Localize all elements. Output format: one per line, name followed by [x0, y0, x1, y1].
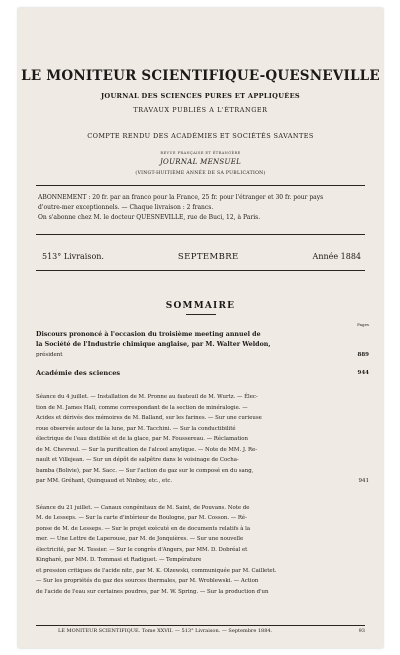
toc-line: mer. — Une Lettre de Laperouse, par M. de Jonquières. — Sur une nouvelle	[36, 536, 244, 542]
toc-line: M. de Lesseps. — Sur la carte d'intérieur de Boulogne, par M. Cosson. — Ré-	[36, 515, 247, 521]
journal-subtitle: JOURNAL DES SCIENCES PURES ET APPLIQUÉES	[100, 92, 300, 100]
issue-year: Année 1884	[312, 252, 361, 261]
pages-column-label: Pages	[357, 322, 369, 327]
table-of-contents	[36, 330, 369, 597]
toc-entry	[36, 392, 369, 487]
toc-line: Séance du 21 juillet. — Canaux congénitaux de M. Saint, de Pouvans. Note de	[36, 504, 250, 511]
toc-line: la Société de l'Industrie chimique anglaise, par M. Walter Weldon,	[36, 341, 271, 348]
sommaire-heading: SOMMAIRE	[165, 301, 236, 311]
header-divider	[36, 185, 365, 186]
toc-line: de l'acide de l'eau sur certaines poudres, par M. W. Spring. — Sur la production d'un	[36, 588, 269, 595]
sommaire-underline	[186, 314, 216, 315]
toc-entry	[36, 368, 369, 378]
toc-line: et pression critiques de l'acide nitr., par M. K. Olzewski, communiquée par M. Cailletet.	[36, 567, 277, 574]
footer-divider	[36, 625, 365, 626]
journal-title: LE MONITEUR SCIENTIFIQUE-QUESNEVILLE	[21, 68, 380, 84]
toc-line: tion de M. James Hall, comme correspondant de la section de minéralogie. —	[36, 404, 248, 411]
footer-citation: LE MONITEUR SCIENTIFIQUE. Tome XXVII. — 513° Livraison. — Septembre 1884.	[58, 628, 273, 634]
toc-line: roue observée autour de la lune, par M. Tacchini. — Sur la conductibilité	[36, 425, 236, 432]
academies-line: COMPTE RENDU DES ACADÉMIES ET SOCIÉTÉS SAVANTES	[87, 132, 314, 140]
toc-entry	[36, 503, 369, 598]
subscription-line: d'outre-mer exceptionnels. — Chaque livraison : 2 francs.	[38, 204, 214, 211]
toc-line: par MM. Gréhant, Quinquaud et Ninboy, etc., etc.	[36, 478, 173, 484]
toc-entry	[36, 330, 369, 360]
toc-page-number: 941	[358, 478, 369, 484]
toc-line: bamba (Bolivie), par M. Sacc. — Sur l'action du gaz sur le composé en du sang,	[36, 467, 254, 474]
toc-line: — Sur les propriétés du gaz des sources thermales, par M. Wroblewski. — Action	[36, 578, 259, 584]
toc-line: électricité, par M. Tessier. — Sur le congrès d'Angers, par MM. D. Dobréal et	[36, 546, 248, 553]
toc-line: président	[36, 352, 63, 358]
issue-number: 513° Livraison.	[42, 252, 104, 261]
issue-meta	[42, 252, 361, 262]
monthly-label: JOURNAL MENSUEL	[159, 158, 242, 166]
toc-line: Académie des sciences	[36, 369, 121, 377]
footer-page-number: 93	[358, 628, 365, 634]
foreign-works-line: TRAVAUX PUBLIÉS A L'ÉTRANGER	[133, 106, 268, 114]
issue-month: SEPTEMBRE	[177, 252, 239, 262]
toc-line: nault et Villejean. — Sur un dépôt de salpêtre dans le voisinage de Cocha-	[36, 457, 239, 463]
subscription-line: On s'abonne chez M. le docteur QUESNEVILLE, rue de Buci, 12, à Paris.	[38, 214, 261, 221]
subscription-divider	[36, 234, 365, 235]
page-footer	[58, 628, 365, 634]
toc-line: Kingharé, par MM. D. Tommasi et Radiguet. — Température	[36, 557, 202, 563]
publication-year-line: (VINGT-HUITIÈME ANNÉE DE SA PUBLICATION)	[135, 171, 266, 176]
toc-line: Acides et dérivés des mémoires de M. Balland, sur les farines. — Sur une curieuse	[36, 415, 262, 421]
subscription-line: ABONNEMENT : 20 fr. par an franco pour la France, 25 fr. pour l'étranger et 30 fr. pour pays	[38, 194, 324, 201]
toc-line: électrique de l'eau distillée et de la glace, par M. Foussereau. — Réclamation	[36, 436, 248, 442]
subscription-info	[38, 193, 365, 223]
fine-print-line: REVUE FRANÇAISE ET ÉTRANGÈRE	[160, 151, 241, 155]
toc-page-number: 889	[357, 352, 369, 358]
toc-page-number: 944	[357, 370, 369, 376]
toc-line: Séance du 4 juillet. — Installation de M. Pronne au fauteuil de M. Wurtz. — Élec-	[36, 394, 258, 400]
toc-line: ponse de M. de Lesseps. — Sur le projet exécuté en de documents relatifs à la	[36, 525, 251, 532]
journal-page	[18, 8, 383, 648]
toc-line: de M. Chevreul. — Sur la purification de l'alcool amylique. — Note de MM. J. Re-	[36, 446, 258, 453]
toc-line: Discours prononcé à l'occasion du troisième meeting annuel de	[36, 331, 261, 338]
meta-divider	[36, 270, 365, 271]
